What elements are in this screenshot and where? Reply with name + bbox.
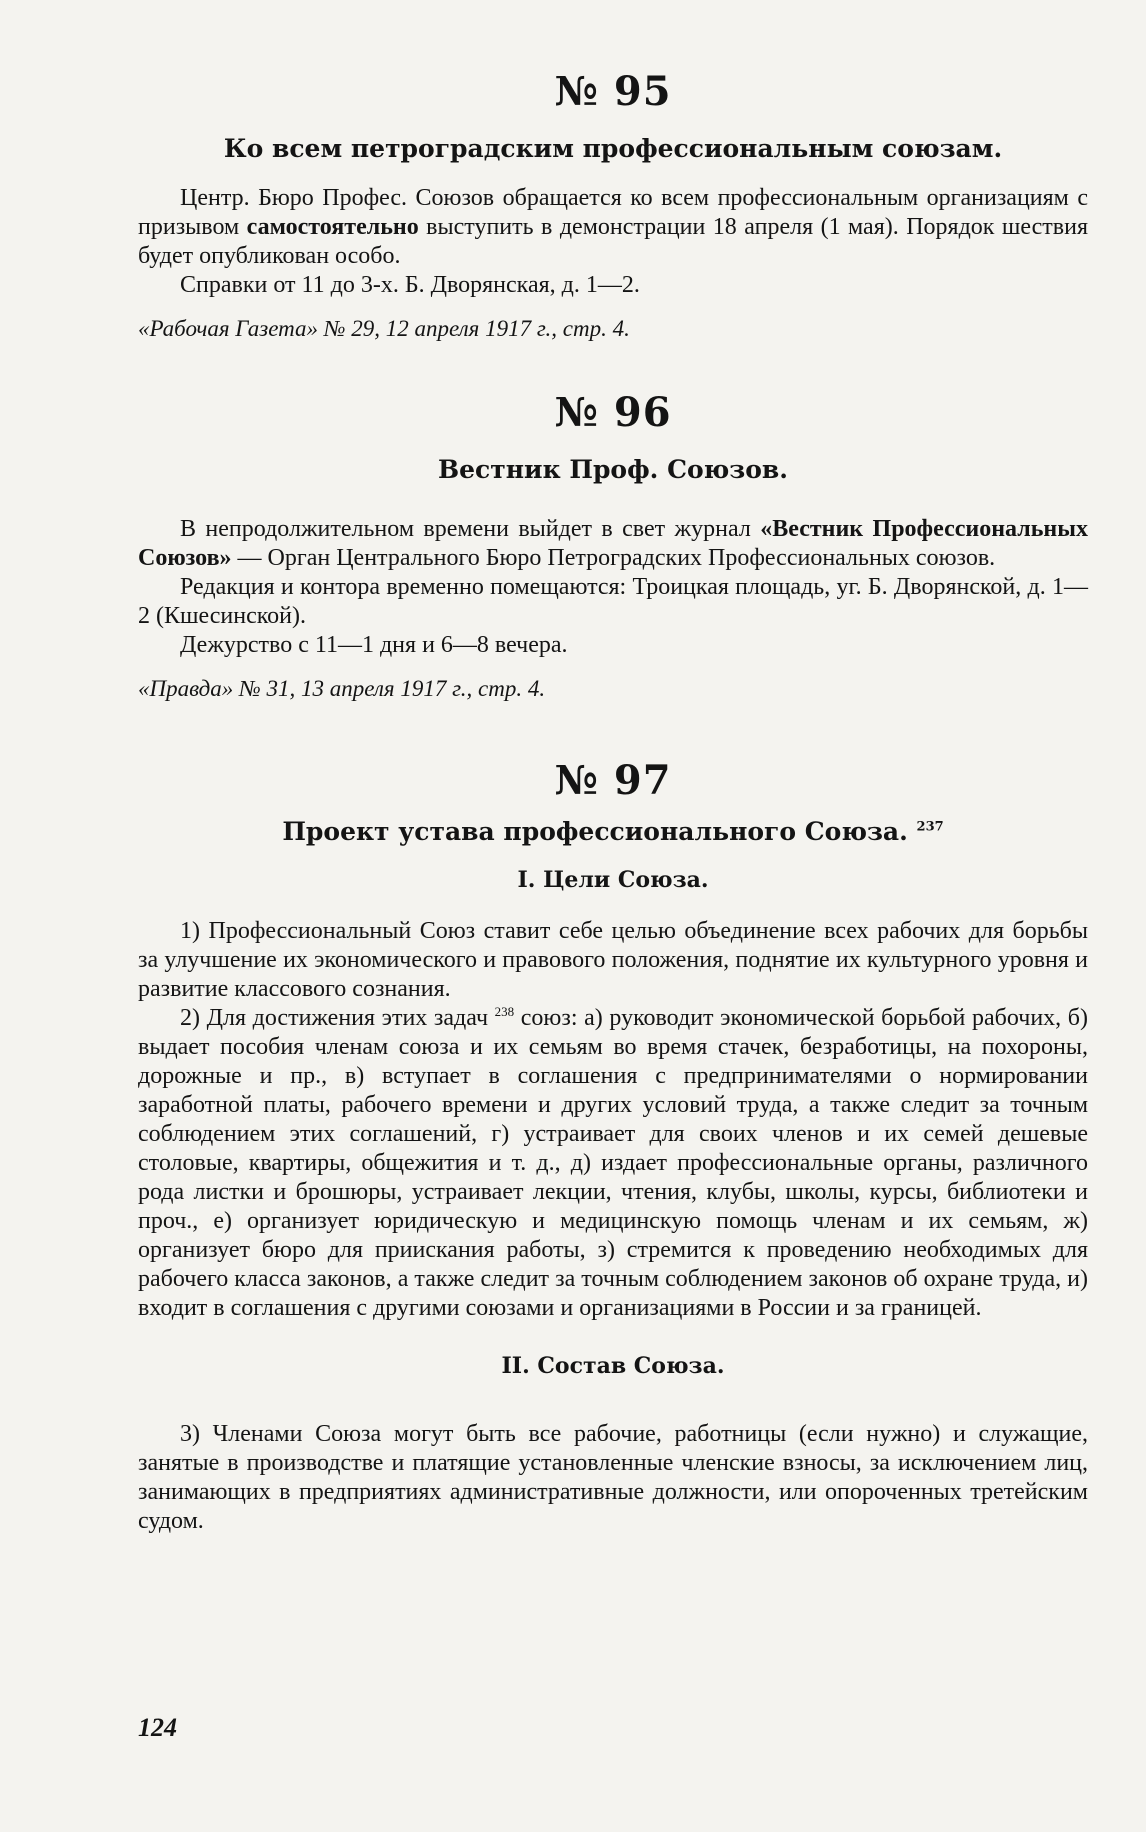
doc-96-title: Вестник Проф. Союзов. [438,455,788,484]
doc-97-paragraph-3: 3) Членами Союза могут быть все рабочие, работницы (если нужно) и служащие, занятые в производстве и платящие установленные членские взносы, за исключением лиц, занимающих в предприятиях административные должности, или опороченных третейским судом. [138,1420,1088,1534]
doc-95-p1-bold: самостоятельно [246,214,419,240]
doc-96-p1-text-a: В непродолжительном времени выйдет в свет журнал [180,516,761,542]
doc-96-paragraph-3: Дежурство с 11—1 дня и 6—8 вечера. [180,632,568,658]
document-95 [138,70,1088,343]
doc-97-number: № 97 [554,757,672,804]
doc-97-title-note-ref: 237 [916,819,944,835]
doc-95-paragraph-1 [138,184,1088,271]
document-page [138,70,1088,1536]
doc-95-paragraph-2: Справки от 11 до 3-х. Б. Дворянская, д. 1—2. [180,272,640,298]
doc-97-p2-text-a: 2) Для достижения этих задач [180,1005,489,1032]
doc-95-source: «Рабочая Газета» № 29, 12 апреля 1917 г., стр. 4. [138,316,630,341]
doc-97-title-text: Проект устава профессионального Союза. [282,817,908,846]
page-number: 124 [138,1713,177,1742]
doc-95-title: Ко всем петроградским профессиональным союзам. [223,134,1003,163]
doc-97-p2-note-ref: 238 [494,1004,515,1020]
document-97 [138,759,1088,1536]
doc-97-paragraph-1: 1) Профессиональный Союз ставит себе целью объединение всех рабочих для борьбы за улучшение их экономического и правового положения, поднятие их культурного уровня и развитие классового сознания. [138,918,1088,1003]
doc-96-source: «Правда» № 31, 13 апреля 1917 г., стр. 4. [138,676,546,701]
doc-96-number: № 96 [554,389,672,436]
doc-95-number: № 95 [554,68,672,115]
doc-97-section-1-title: I. Цели Союза. [517,867,709,893]
doc-96-paragraph-2: Редакция и контора временно помещаются: Троицкая площадь, уг. Б. Дворянской, д. 1—2 (Кшесинской). [138,574,1088,629]
doc-95-p1-text-b: выступить в демонстрации 18 апреля (1 мая). Порядок шествия будет опубликован особо. [138,214,1088,269]
doc-97-title [138,817,1088,847]
doc-97-p2-text-b: союз: а) руководит экономической борьбой рабочих, б) выдает пособия членам союза и их семьям во время стачек, безработицы, на похороны, дорожные и пр., в) вступает в соглашения с предпринимателями о нормировании заработной платы, рабочего времени и других условий труда, а также следит за точным соблюдением этих соглашений, г) устраивает для своих членов и их семей дешевые столовые, квартиры, общежития и т. д., д) издает профессиональные органы, различного рода листки и брошюры, устраивает лекции, чтения, клубы, школы, курсы, библиотеки и проч., е) организует юридическую и медицинскую помощь членам и их семьям, ж) организует бюро для приискания работы, з) стремится к проведению необходимых для рабочего класса законов, а также следит за точным соблюдением законов об охране труда, и) входит в соглашения с другими союзами и организациями в России и за границей. [138,1005,1088,1322]
doc-97-section-2-title: II. Состав Союза. [501,1353,725,1380]
doc-97-paragraph-2 [138,1004,1088,1323]
doc-95-p1-text-a: Центр. Бюро Профес. Союзов обращается ко всем профессиональным организациям с призывом [138,185,1088,240]
document-96 [138,391,1088,703]
doc-96-p1-text-b: — Орган Центрального Бюро Петроградских Профессиональных союзов. [231,545,996,571]
doc-96-p1-bold: «Вестник Профессиональных Союзов» [138,516,1088,571]
doc-96-paragraph-1 [138,515,1088,573]
